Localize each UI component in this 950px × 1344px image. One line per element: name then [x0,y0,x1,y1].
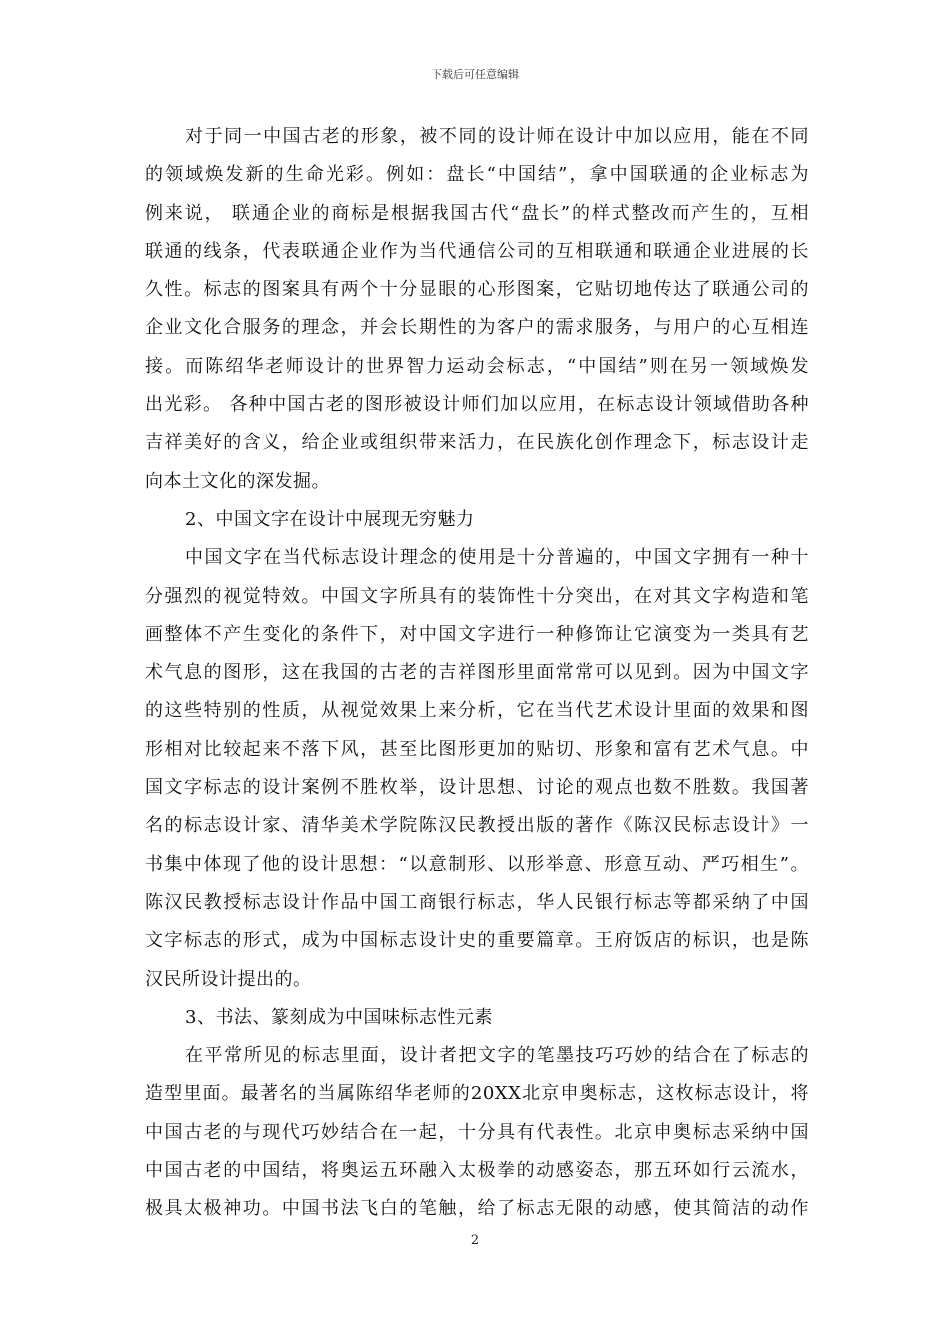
text-line: 中国古老的与现代巧妙结合在一起，十分具有代表性。北京申奥标志采纳中国 [145,1121,809,1143]
text-line: 的领域焕发新的生命光彩。例如：盘长“中国结”，拿中国联通的企业标志为 [145,164,809,186]
text-line: 文字标志的形式，成为中国标志设计史的重要篇章。王府饭店的标识，也是陈 [145,930,809,952]
text-line: 术气息的图形，这在我国的古老的吉祥图形里面常常可以见到。因为中国文字 [145,662,809,684]
paragraph-chinese-characters [145,539,809,999]
text-line: 形相对比较起来不落下风，甚至比图形更加的贴切、形象和富有艺术气息。中 [145,738,809,760]
text-line: 分强烈的视觉特效。中国文字所具有的装饰性十分突出，在对其文字构造和笔 [145,585,809,607]
text-line: 造型里面。最著名的当属陈绍华老师的20XX北京申奥标志，这枚标志设计，将 [145,1083,809,1105]
text-line: 中国文字在当代标志设计理念的使用是十分普遍的，中国文字拥有一种十 [185,547,809,569]
text-line: 画整体不产生变化的条件下，对中国文字进行一种修饰让它演变为一类具有艺 [145,623,809,645]
text-line: 极具太极神功。中国书法飞白的笔触，给了标志无限的动感，使其简洁的动作 [145,1198,809,1220]
text-line: 名的标志设计家、清华美术学院陈汉民教授出版的著作《陈汉民标志设计》一 [145,815,809,837]
text-line: 的这些特别的性质，从视觉效果上来分析，它在当代艺术设计里面的效果和图 [145,700,809,722]
text-line: 例来说， 联通企业的商标是根据我国古代“盘长”的样式整改而产生的，互相 [145,202,809,224]
text-line: 接。而陈绍华老师设计的世界智力运动会标志，“中国结”则在另一领域焕发 [145,355,809,377]
page-header: 下载后可任意编辑 [431,68,519,81]
text-line: 书集中体现了他的设计思想：“以意制形、以形举意、形意互动、严巧相生”。 [145,853,809,875]
paragraph-calligraphy [145,1037,809,1228]
text-line: 国文字标志的设计案例不胜枚举，设计思想、讨论的观点也数不胜数。我国著 [145,777,809,799]
page-number: 2 [470,1233,480,1248]
document-body [145,118,809,1229]
text-line: 在平常所见的标志里面，设计者把文字的笔墨技巧巧妙的结合在了标志的 [185,1045,809,1067]
section-heading: 2、中国文字在设计中展现无穷魅力 [185,508,475,530]
text-line: 出光彩。 各种中国古老的图形被设计师们加以应用，在标志设计领域借助各种 [145,394,809,416]
text-line: 联通的线条，代表联通企业作为当代通信公司的互相联通和联通企业进展的长 [145,240,809,262]
text-line: 汉民所设计提出的。 [145,968,312,990]
text-line: 对于同一中国古老的形象，被不同的设计师在设计中加以应用，能在不同 [185,126,809,147]
text-line: 久性。标志的图案具有两个十分显眼的心形图案，它贴切地传达了联通公司的 [145,279,809,301]
text-line: 中国古老的中国结，将奥运五环融入太极拳的动感姿态，那五环如行云流水， [145,1160,809,1182]
paragraph-logo-symbolism [145,118,809,501]
text-line: 陈汉民教授标志设计作品中国工商银行标志，华人民银行标志等都采纳了中国 [145,891,809,913]
section-heading: 3、书法、篆刻成为中国味标志性元素 [185,1006,493,1028]
text-line: 吉祥美好的含义，给企业或组织带来活力，在民族化创作理念下，标志设计走 [145,432,809,454]
text-line: 企业文化合服务的理念，并会长期性的为客户的需求服务，与用户的心互相连 [145,317,809,339]
text-line: 向本土文化的深发掘。 [145,470,330,492]
